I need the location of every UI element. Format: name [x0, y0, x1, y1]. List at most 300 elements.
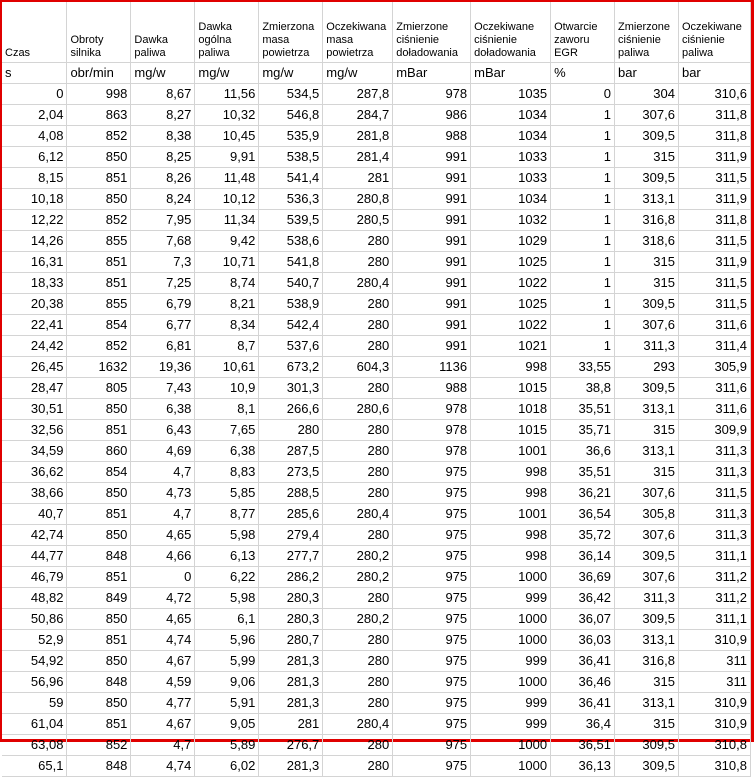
data-cell[interactable]: 1001 — [471, 504, 551, 525]
data-cell[interactable]: 5,85 — [195, 483, 259, 504]
data-cell[interactable]: 311,2 — [678, 567, 750, 588]
data-cell[interactable]: 852 — [67, 126, 131, 147]
data-cell[interactable]: 852 — [67, 336, 131, 357]
data-cell[interactable]: 855 — [67, 294, 131, 315]
data-cell[interactable]: 4,66 — [131, 546, 195, 567]
data-cell[interactable]: 315 — [615, 147, 679, 168]
data-cell[interactable]: 1000 — [471, 756, 551, 777]
data-cell[interactable]: 673,2 — [259, 357, 323, 378]
data-cell[interactable]: 850 — [67, 525, 131, 546]
data-cell[interactable]: 1000 — [471, 609, 551, 630]
data-cell[interactable]: 991 — [393, 147, 471, 168]
data-cell[interactable]: 35,72 — [551, 525, 615, 546]
data-cell[interactable]: 1 — [551, 147, 615, 168]
data-cell[interactable]: 309,5 — [615, 546, 679, 567]
data-cell[interactable]: 311,3 — [678, 504, 750, 525]
data-cell[interactable]: 48,82 — [2, 588, 67, 609]
data-cell[interactable]: 10,32 — [195, 105, 259, 126]
data-cell[interactable]: 850 — [67, 693, 131, 714]
data-cell[interactable]: 6,38 — [131, 399, 195, 420]
data-cell[interactable]: 20,38 — [2, 294, 67, 315]
data-cell[interactable]: 8,77 — [195, 504, 259, 525]
data-cell[interactable]: 310,9 — [678, 714, 750, 735]
data-cell[interactable]: 35,71 — [551, 420, 615, 441]
data-cell[interactable]: 19,36 — [131, 357, 195, 378]
unit-cell[interactable]: bar — [615, 63, 679, 84]
data-cell[interactable]: 309,5 — [615, 735, 679, 756]
data-cell[interactable]: 311,9 — [678, 252, 750, 273]
data-cell[interactable]: 307,6 — [615, 525, 679, 546]
data-cell[interactable]: 8,83 — [195, 462, 259, 483]
data-cell[interactable]: 4,08 — [2, 126, 67, 147]
data-cell[interactable]: 301,3 — [259, 378, 323, 399]
data-cell[interactable]: 4,7 — [131, 462, 195, 483]
data-cell[interactable]: 315 — [615, 273, 679, 294]
data-cell[interactable]: 998 — [471, 357, 551, 378]
data-cell[interactable]: 35,51 — [551, 399, 615, 420]
data-cell[interactable]: 1034 — [471, 105, 551, 126]
data-cell[interactable]: 46,79 — [2, 567, 67, 588]
data-cell[interactable]: 310,9 — [678, 630, 750, 651]
data-cell[interactable]: 33,55 — [551, 357, 615, 378]
data-cell[interactable]: 4,7 — [131, 504, 195, 525]
data-cell[interactable]: 280 — [323, 378, 393, 399]
unit-cell[interactable]: bar — [678, 63, 750, 84]
data-cell[interactable]: 6,1 — [195, 609, 259, 630]
data-cell[interactable]: 1025 — [471, 252, 551, 273]
data-cell[interactable]: 975 — [393, 567, 471, 588]
data-cell[interactable]: 1021 — [471, 336, 551, 357]
data-cell[interactable]: 311,4 — [678, 336, 750, 357]
data-cell[interactable]: 315 — [615, 462, 679, 483]
data-cell[interactable]: 1033 — [471, 147, 551, 168]
data-cell[interactable]: 24,42 — [2, 336, 67, 357]
data-cell[interactable]: 311 — [678, 651, 750, 672]
data-cell[interactable]: 4,69 — [131, 441, 195, 462]
data-cell[interactable]: 50,86 — [2, 609, 67, 630]
data-cell[interactable]: 281,3 — [259, 756, 323, 777]
data-cell[interactable]: 978 — [393, 399, 471, 420]
data-cell[interactable]: 281,3 — [259, 693, 323, 714]
data-cell[interactable]: 1029 — [471, 231, 551, 252]
data-cell[interactable]: 280 — [323, 588, 393, 609]
data-cell[interactable]: 0 — [2, 84, 67, 105]
data-cell[interactable]: 311,6 — [678, 378, 750, 399]
data-cell[interactable]: 38,66 — [2, 483, 67, 504]
data-cell[interactable]: 307,6 — [615, 315, 679, 336]
data-cell[interactable]: 280,2 — [323, 546, 393, 567]
data-cell[interactable]: 975 — [393, 693, 471, 714]
data-cell[interactable]: 279,4 — [259, 525, 323, 546]
data-cell[interactable]: 4,67 — [131, 651, 195, 672]
data-cell[interactable]: 311,8 — [678, 210, 750, 231]
data-cell[interactable]: 280 — [323, 630, 393, 651]
data-cell[interactable]: 1 — [551, 294, 615, 315]
data-cell[interactable]: 978 — [393, 420, 471, 441]
data-cell[interactable]: 36,69 — [551, 567, 615, 588]
unit-cell[interactable]: mBar — [393, 63, 471, 84]
data-cell[interactable]: 1000 — [471, 630, 551, 651]
data-cell[interactable]: 998 — [471, 546, 551, 567]
data-cell[interactable]: 851 — [67, 168, 131, 189]
unit-cell[interactable]: mg/w — [131, 63, 195, 84]
data-cell[interactable]: 988 — [393, 126, 471, 147]
data-cell[interactable]: 315 — [615, 252, 679, 273]
data-cell[interactable]: 991 — [393, 315, 471, 336]
data-cell[interactable]: 63,08 — [2, 735, 67, 756]
data-cell[interactable]: 975 — [393, 756, 471, 777]
data-cell[interactable]: 2,04 — [2, 105, 67, 126]
data-cell[interactable]: 287,8 — [323, 84, 393, 105]
data-cell[interactable]: 850 — [67, 399, 131, 420]
data-cell[interactable]: 991 — [393, 294, 471, 315]
data-cell[interactable]: 8,24 — [131, 189, 195, 210]
data-cell[interactable]: 6,43 — [131, 420, 195, 441]
data-cell[interactable]: 6,12 — [2, 147, 67, 168]
data-cell[interactable]: 281,3 — [259, 672, 323, 693]
data-cell[interactable]: 1 — [551, 126, 615, 147]
data-cell[interactable]: 4,65 — [131, 525, 195, 546]
data-cell[interactable]: 281,4 — [323, 147, 393, 168]
data-cell[interactable]: 36,41 — [551, 651, 615, 672]
data-cell[interactable]: 546,8 — [259, 105, 323, 126]
data-cell[interactable]: 1025 — [471, 294, 551, 315]
data-cell[interactable]: 280 — [323, 651, 393, 672]
data-cell[interactable]: 311 — [678, 672, 750, 693]
data-cell[interactable]: 975 — [393, 651, 471, 672]
data-cell[interactable]: 44,77 — [2, 546, 67, 567]
data-cell[interactable]: 18,33 — [2, 273, 67, 294]
data-cell[interactable]: 4,74 — [131, 756, 195, 777]
data-cell[interactable]: 280 — [323, 756, 393, 777]
unit-cell[interactable]: obr/min — [67, 63, 131, 84]
data-cell[interactable]: 280,3 — [259, 609, 323, 630]
data-cell[interactable]: 542,4 — [259, 315, 323, 336]
data-cell[interactable]: 14,26 — [2, 231, 67, 252]
data-cell[interactable]: 851 — [67, 630, 131, 651]
data-cell[interactable]: 541,4 — [259, 168, 323, 189]
data-cell[interactable]: 1136 — [393, 357, 471, 378]
data-cell[interactable]: 854 — [67, 315, 131, 336]
data-cell[interactable]: 975 — [393, 525, 471, 546]
data-cell[interactable]: 4,74 — [131, 630, 195, 651]
data-cell[interactable]: 4,7 — [131, 735, 195, 756]
data-cell[interactable]: 313,1 — [615, 189, 679, 210]
data-cell[interactable]: 280,4 — [323, 714, 393, 735]
data-cell[interactable]: 9,06 — [195, 672, 259, 693]
data-cell[interactable]: 4,65 — [131, 609, 195, 630]
data-cell[interactable]: 999 — [471, 714, 551, 735]
data-cell[interactable]: 8,15 — [2, 168, 67, 189]
data-cell[interactable]: 5,89 — [195, 735, 259, 756]
data-cell[interactable]: 307,6 — [615, 105, 679, 126]
data-cell[interactable]: 36,51 — [551, 735, 615, 756]
data-cell[interactable]: 604,3 — [323, 357, 393, 378]
data-cell[interactable]: 280 — [323, 231, 393, 252]
data-cell[interactable]: 309,5 — [615, 168, 679, 189]
data-cell[interactable]: 8,74 — [195, 273, 259, 294]
data-cell[interactable]: 1 — [551, 315, 615, 336]
data-cell[interactable]: 1000 — [471, 735, 551, 756]
data-cell[interactable]: 1018 — [471, 399, 551, 420]
data-cell[interactable]: 851 — [67, 273, 131, 294]
data-cell[interactable]: 318,6 — [615, 231, 679, 252]
column-header[interactable]: Czas — [2, 2, 67, 63]
data-cell[interactable]: 36,14 — [551, 546, 615, 567]
data-cell[interactable]: 281 — [323, 168, 393, 189]
data-cell[interactable]: 850 — [67, 483, 131, 504]
column-header[interactable]: Zmierzone ciśnienie doładowania — [393, 2, 471, 63]
data-cell[interactable]: 273,5 — [259, 462, 323, 483]
data-cell[interactable]: 65,1 — [2, 756, 67, 777]
unit-cell[interactable]: mBar — [471, 63, 551, 84]
data-cell[interactable]: 316,8 — [615, 210, 679, 231]
data-cell[interactable]: 311,9 — [678, 147, 750, 168]
data-cell[interactable]: 280 — [323, 441, 393, 462]
data-cell[interactable]: 10,61 — [195, 357, 259, 378]
data-cell[interactable]: 311,1 — [678, 546, 750, 567]
data-cell[interactable]: 6,38 — [195, 441, 259, 462]
data-cell[interactable]: 7,65 — [195, 420, 259, 441]
data-cell[interactable]: 1015 — [471, 378, 551, 399]
data-cell[interactable]: 10,18 — [2, 189, 67, 210]
data-cell[interactable]: 56,96 — [2, 672, 67, 693]
data-cell[interactable]: 310,8 — [678, 756, 750, 777]
data-cell[interactable]: 280 — [323, 420, 393, 441]
data-cell[interactable]: 1034 — [471, 189, 551, 210]
data-cell[interactable]: 36,41 — [551, 693, 615, 714]
data-cell[interactable]: 280,6 — [323, 399, 393, 420]
data-cell[interactable]: 991 — [393, 252, 471, 273]
data-cell[interactable]: 991 — [393, 210, 471, 231]
data-cell[interactable]: 305,9 — [678, 357, 750, 378]
data-cell[interactable]: 975 — [393, 504, 471, 525]
data-cell[interactable]: 11,56 — [195, 84, 259, 105]
data-cell[interactable]: 8,25 — [131, 147, 195, 168]
data-cell[interactable]: 0 — [551, 84, 615, 105]
data-cell[interactable]: 1033 — [471, 168, 551, 189]
data-cell[interactable]: 852 — [67, 735, 131, 756]
data-cell[interactable]: 311,5 — [678, 294, 750, 315]
data-cell[interactable]: 4,72 — [131, 588, 195, 609]
data-cell[interactable]: 313,1 — [615, 630, 679, 651]
data-cell[interactable]: 541,8 — [259, 252, 323, 273]
data-cell[interactable]: 280,7 — [259, 630, 323, 651]
data-cell[interactable]: 999 — [471, 588, 551, 609]
data-cell[interactable]: 9,42 — [195, 231, 259, 252]
data-cell[interactable]: 851 — [67, 714, 131, 735]
data-cell[interactable]: 1001 — [471, 441, 551, 462]
data-cell[interactable]: 6,79 — [131, 294, 195, 315]
data-cell[interactable]: 285,6 — [259, 504, 323, 525]
data-cell[interactable]: 855 — [67, 231, 131, 252]
unit-cell[interactable]: mg/w — [323, 63, 393, 84]
data-cell[interactable]: 52,9 — [2, 630, 67, 651]
data-cell[interactable]: 280,3 — [259, 588, 323, 609]
data-cell[interactable]: 311,5 — [678, 483, 750, 504]
data-cell[interactable]: 311,5 — [678, 231, 750, 252]
data-cell[interactable]: 266,6 — [259, 399, 323, 420]
data-cell[interactable]: 36,07 — [551, 609, 615, 630]
data-cell[interactable]: 36,62 — [2, 462, 67, 483]
data-cell[interactable]: 848 — [67, 756, 131, 777]
data-cell[interactable]: 10,9 — [195, 378, 259, 399]
data-cell[interactable]: 851 — [67, 252, 131, 273]
data-cell[interactable]: 280 — [323, 525, 393, 546]
data-cell[interactable]: 5,99 — [195, 651, 259, 672]
data-cell[interactable]: 307,6 — [615, 483, 679, 504]
data-cell[interactable]: 281,3 — [259, 651, 323, 672]
data-cell[interactable]: 1000 — [471, 672, 551, 693]
data-cell[interactable]: 1 — [551, 210, 615, 231]
data-cell[interactable]: 59 — [2, 693, 67, 714]
data-cell[interactable]: 12,22 — [2, 210, 67, 231]
data-cell[interactable]: 975 — [393, 735, 471, 756]
data-cell[interactable]: 309,5 — [615, 126, 679, 147]
data-cell[interactable]: 1 — [551, 189, 615, 210]
data-cell[interactable]: 281 — [259, 714, 323, 735]
data-cell[interactable]: 32,56 — [2, 420, 67, 441]
data-cell[interactable]: 310,8 — [678, 735, 750, 756]
column-header[interactable]: Otwarcie zaworu EGR — [551, 2, 615, 63]
data-cell[interactable]: 304 — [615, 84, 679, 105]
data-cell[interactable]: 4,77 — [131, 693, 195, 714]
data-cell[interactable]: 277,7 — [259, 546, 323, 567]
data-cell[interactable]: 280 — [323, 294, 393, 315]
data-cell[interactable]: 975 — [393, 483, 471, 504]
data-cell[interactable]: 850 — [67, 651, 131, 672]
data-cell[interactable]: 280,5 — [323, 210, 393, 231]
data-cell[interactable]: 1022 — [471, 315, 551, 336]
data-cell[interactable]: 311,3 — [678, 525, 750, 546]
data-cell[interactable]: 998 — [471, 462, 551, 483]
data-cell[interactable]: 991 — [393, 231, 471, 252]
data-cell[interactable]: 5,98 — [195, 525, 259, 546]
data-cell[interactable]: 851 — [67, 567, 131, 588]
data-cell[interactable]: 311,3 — [678, 462, 750, 483]
data-cell[interactable]: 540,7 — [259, 273, 323, 294]
data-cell[interactable]: 1 — [551, 336, 615, 357]
data-cell[interactable]: 36,42 — [551, 588, 615, 609]
data-cell[interactable]: 975 — [393, 609, 471, 630]
data-cell[interactable]: 851 — [67, 504, 131, 525]
column-header[interactable]: Oczekiwane ciśnienie paliwa — [678, 2, 750, 63]
data-cell[interactable]: 998 — [67, 84, 131, 105]
data-cell[interactable]: 315 — [615, 714, 679, 735]
data-cell[interactable]: 1035 — [471, 84, 551, 105]
data-cell[interactable]: 280,2 — [323, 609, 393, 630]
data-cell[interactable]: 4,67 — [131, 714, 195, 735]
data-cell[interactable]: 1015 — [471, 420, 551, 441]
data-cell[interactable]: 854 — [67, 462, 131, 483]
data-cell[interactable]: 8,34 — [195, 315, 259, 336]
data-cell[interactable]: 1022 — [471, 273, 551, 294]
data-cell[interactable]: 40,7 — [2, 504, 67, 525]
data-cell[interactable]: 34,59 — [2, 441, 67, 462]
data-cell[interactable]: 537,6 — [259, 336, 323, 357]
data-cell[interactable]: 305,8 — [615, 504, 679, 525]
data-cell[interactable]: 0 — [131, 567, 195, 588]
data-cell[interactable]: 11,48 — [195, 168, 259, 189]
data-cell[interactable]: 36,4 — [551, 714, 615, 735]
data-cell[interactable]: 860 — [67, 441, 131, 462]
data-cell[interactable]: 863 — [67, 105, 131, 126]
data-cell[interactable]: 36,13 — [551, 756, 615, 777]
data-cell[interactable]: 536,3 — [259, 189, 323, 210]
data-cell[interactable]: 852 — [67, 210, 131, 231]
data-cell[interactable]: 1632 — [67, 357, 131, 378]
data-cell[interactable]: 311,3 — [615, 336, 679, 357]
data-cell[interactable]: 280 — [323, 735, 393, 756]
data-cell[interactable]: 311,5 — [678, 273, 750, 294]
data-cell[interactable]: 36,46 — [551, 672, 615, 693]
data-cell[interactable]: 8,38 — [131, 126, 195, 147]
data-cell[interactable]: 10,71 — [195, 252, 259, 273]
data-cell[interactable]: 11,34 — [195, 210, 259, 231]
data-cell[interactable]: 999 — [471, 651, 551, 672]
data-cell[interactable]: 991 — [393, 189, 471, 210]
data-cell[interactable]: 313,1 — [615, 693, 679, 714]
data-cell[interactable]: 850 — [67, 609, 131, 630]
data-cell[interactable]: 978 — [393, 84, 471, 105]
data-cell[interactable]: 310,9 — [678, 693, 750, 714]
data-cell[interactable]: 848 — [67, 546, 131, 567]
data-cell[interactable]: 309,5 — [615, 756, 679, 777]
data-cell[interactable]: 309,9 — [678, 420, 750, 441]
data-cell[interactable]: 8,7 — [195, 336, 259, 357]
data-cell[interactable]: 8,21 — [195, 294, 259, 315]
data-cell[interactable]: 284,7 — [323, 105, 393, 126]
data-cell[interactable]: 7,43 — [131, 378, 195, 399]
data-cell[interactable]: 850 — [67, 147, 131, 168]
data-cell[interactable]: 1032 — [471, 210, 551, 231]
column-header[interactable]: Zmierzone ciśnienie paliwa — [615, 2, 679, 63]
data-cell[interactable]: 313,1 — [615, 441, 679, 462]
column-header[interactable]: Oczekiwane ciśnienie doładowania — [471, 2, 551, 63]
data-cell[interactable]: 286,2 — [259, 567, 323, 588]
data-cell[interactable]: 26,45 — [2, 357, 67, 378]
unit-cell[interactable]: mg/w — [259, 63, 323, 84]
data-cell[interactable]: 293 — [615, 357, 679, 378]
data-cell[interactable]: 309,5 — [615, 294, 679, 315]
column-header[interactable]: Dawka paliwa — [131, 2, 195, 63]
data-cell[interactable]: 311,9 — [678, 189, 750, 210]
data-cell[interactable]: 1034 — [471, 126, 551, 147]
data-cell[interactable]: 311,8 — [678, 105, 750, 126]
data-cell[interactable]: 6,22 — [195, 567, 259, 588]
data-cell[interactable]: 10,45 — [195, 126, 259, 147]
data-cell[interactable]: 313,1 — [615, 399, 679, 420]
data-cell[interactable]: 280 — [323, 672, 393, 693]
data-cell[interactable]: 307,6 — [615, 567, 679, 588]
data-cell[interactable]: 280 — [323, 483, 393, 504]
data-cell[interactable]: 9,91 — [195, 147, 259, 168]
data-cell[interactable]: 5,96 — [195, 630, 259, 651]
data-cell[interactable]: 8,67 — [131, 84, 195, 105]
data-cell[interactable]: 1 — [551, 252, 615, 273]
data-cell[interactable]: 848 — [67, 672, 131, 693]
data-cell[interactable]: 315 — [615, 672, 679, 693]
data-cell[interactable]: 30,51 — [2, 399, 67, 420]
data-cell[interactable]: 280 — [323, 462, 393, 483]
data-cell[interactable]: 35,51 — [551, 462, 615, 483]
data-cell[interactable]: 5,91 — [195, 693, 259, 714]
data-cell[interactable]: 975 — [393, 462, 471, 483]
data-cell[interactable]: 54,92 — [2, 651, 67, 672]
data-cell[interactable]: 986 — [393, 105, 471, 126]
data-cell[interactable]: 991 — [393, 273, 471, 294]
data-cell[interactable]: 311,6 — [678, 399, 750, 420]
